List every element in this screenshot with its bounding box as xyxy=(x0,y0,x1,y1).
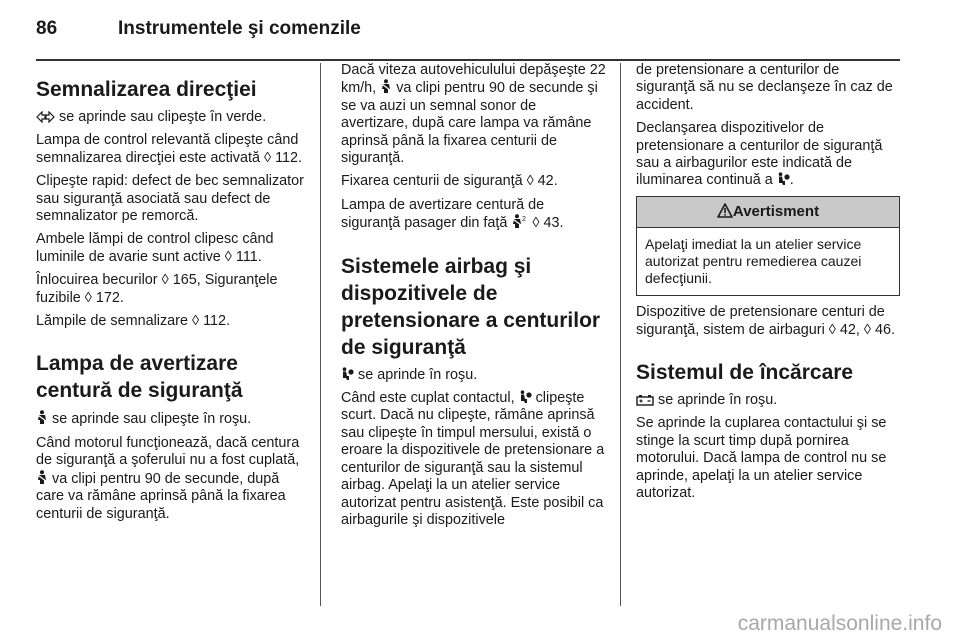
page-number: 86 xyxy=(36,18,58,39)
pretensioner-paragraph-2 xyxy=(636,120,900,190)
charging-text-1: se aprinde în roşu. xyxy=(658,392,778,409)
passenger-seatbelt-icon xyxy=(511,214,528,229)
column-3 xyxy=(636,62,900,509)
passenger-belt-text-a: Lampa de avertizare centură de siguranţă pasager din faţă xyxy=(341,196,545,232)
seatbelt-text-2b: va clipi pentru 90 de secunde, după care va rămâne aprinsă până la fixarea centurii de siguranţă. xyxy=(36,470,286,522)
battery-icon xyxy=(636,394,654,406)
warning-box xyxy=(636,196,900,296)
column-1 xyxy=(36,62,306,529)
heading-seatbelt-warning: Lampa de avertizare centură de siguranţă xyxy=(36,352,243,403)
svg-text:2: 2 xyxy=(522,216,527,224)
turn-signal-paragraph-4: Ambele lămpi de control clipesc când luminile de avarie sunt active ◊ 111. xyxy=(36,231,274,265)
charging-paragraph-2: Se aprinde la cuplarea contactului şi se stinge la scurt timp după pornirea motorului. Dacă lampa de control nu se aprinde, apelaţi la un atelier service autorizat. xyxy=(636,415,887,502)
seatbelt-icon xyxy=(36,410,48,425)
turn-signal-paragraph-6: Lămpile de semnalizare ◊ 112. xyxy=(36,313,231,330)
header-rule xyxy=(36,59,900,61)
column-divider-2 xyxy=(620,63,621,606)
airbag-icon xyxy=(519,390,532,404)
turn-signal-paragraph-5: Înlocuirea becurilor ◊ 165, Siguranţele fuzibile ◊ 172. xyxy=(36,272,278,306)
turn-signal-paragraph-3: Clipeşte rapid: defect de bec semnalizator sau siguranţă asociată sau defect de semnalizator pe remorcă. xyxy=(36,173,304,225)
seatbelt-paragraph-2 xyxy=(36,435,306,523)
pretensioner-text-b: . xyxy=(789,172,794,189)
airbag-text-2a: Când este cuplat contactul, xyxy=(341,390,515,407)
speed-text-b: va clipi pentru 90 de secunde şi se va auzi un semnal sonor de avertizare, după care lampa va rămâne aprinsă până la fixarea centurii de siguranţă. xyxy=(341,80,598,167)
warning-header xyxy=(637,197,899,228)
turn-signal-text: se aprinde sau clipeşte în verde. xyxy=(59,109,267,125)
speed-paragraph xyxy=(341,62,607,167)
chapter-title: Instrumentele şi comenzile xyxy=(118,18,361,39)
speed-text-a: Dacă viteza autovehiculului depăşeşte 22 km/h, xyxy=(341,62,606,97)
warning-body: Apelaţi imediat la un atelier service autorizat pentru remedierea cauzei defecţiunii. xyxy=(645,236,862,287)
heading-turn-signal: Semnalizarea direcţiei xyxy=(36,78,257,101)
airbag-paragraph-1 xyxy=(341,367,607,384)
heading-airbag: Sistemele airbag şi dispozitivele de pretensionare a centurilor de siguranţă xyxy=(341,254,601,359)
pretensioner-paragraph-1: de pretensionare a centurilor de siguranţă să nu se declanşeze în caz de accident. xyxy=(636,62,893,113)
airbag-icon xyxy=(341,367,354,381)
seatbelt-icon xyxy=(380,79,392,94)
seatbelt-paragraph-1 xyxy=(36,410,306,428)
column-2 xyxy=(341,62,607,535)
seatbelt-icon xyxy=(36,470,48,485)
pretensioner-reference: Dispozitive de pretensionare centuri de siguranţă, sistem de airbaguri ◊ 42, ◊ 46. xyxy=(636,304,895,338)
fasten-belt-paragraph: Fixarea centurii de siguranţă ◊ 42. xyxy=(341,173,558,190)
seatbelt-text-1: se aprinde sau clipeşte în roşu. xyxy=(52,411,252,428)
seatbelt-text-2a: Când motorul funcţionează, dacă centura de siguranţă a şoferului nu a fost cuplată, xyxy=(36,434,300,469)
turn-signal-arrows-icon xyxy=(36,111,55,123)
warning-triangle-icon xyxy=(717,203,733,218)
heading-charging-system: Sistemul de încărcare xyxy=(636,361,854,385)
airbag-icon xyxy=(777,172,790,186)
watermark: carmanualsonline.info xyxy=(737,612,942,635)
turn-signal-paragraph xyxy=(36,109,306,126)
passenger-belt-paragraph xyxy=(341,197,607,233)
warning-title: Avertisment xyxy=(732,202,820,220)
charging-paragraph-1 xyxy=(636,392,900,409)
airbag-paragraph-2 xyxy=(341,390,607,529)
pretensioner-text-a: Declanşarea dispozitivelor de pretensionare a centurilor de siguranţă sau a airbagurilor este indicată de iluminarea continuă a xyxy=(636,120,883,189)
column-divider-1 xyxy=(320,63,321,606)
airbag-text-1: se aprinde în roşu. xyxy=(358,366,478,383)
passenger-belt-text-b: ◊ 43. xyxy=(532,215,564,232)
airbag-text-2b: clipeşte scurt. Dacă nu clipeşte, rămâne aprinsă sau clipeşte în timpul mersului, există o eroare la dispozitivele de pretensionare a centurilor de siguranţă sau la sistemul airbag. Apelaţi la un atelier service autorizat pentru asistenţă. Este posibil ca airbagurile şi dispozitivele xyxy=(341,390,605,528)
turn-signal-paragraph-2: Lampa de control relevantă clipeşte când semnalizarea direcţiei este activată ◊ 112. xyxy=(36,132,303,166)
